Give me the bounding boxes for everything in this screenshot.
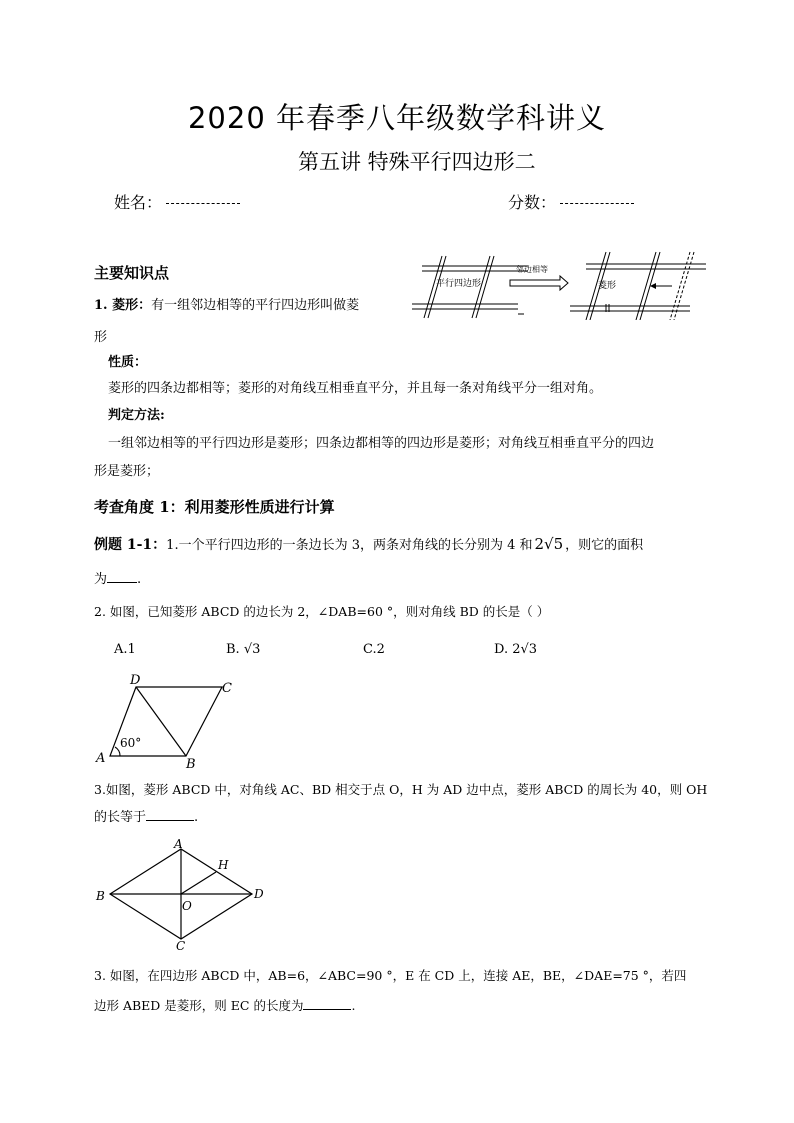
rhombus-definition bbox=[94, 296, 359, 316]
problem-1-text-b: ，则它的面积 bbox=[565, 538, 644, 553]
option-d[interactable]: D. 2√3 bbox=[494, 642, 538, 657]
problem-1-text-a: 1.一个平行四边形的一条边长为 3，两条对角线的长分别为 4 和 bbox=[166, 538, 533, 553]
problem-3-text-2b: . bbox=[194, 810, 199, 825]
answer-blank-1[interactable] bbox=[107, 570, 137, 583]
score-label: 分数： bbox=[508, 193, 557, 212]
problem-4-text-2a: 边形 ABED 是菱形，则 EC 的长度为 bbox=[94, 998, 304, 1013]
parallelogram-label: 平行四边形 bbox=[436, 279, 482, 289]
properties-text: 菱形的四条边都相等；菱形的对角线互相垂直平分，并且每一条对角线平分一组对角。 bbox=[108, 381, 603, 396]
vertex-b: B bbox=[96, 889, 105, 903]
problem-1-line-2 bbox=[94, 570, 141, 590]
point-o: O bbox=[182, 899, 192, 913]
judgement-label: 判定方法: bbox=[108, 408, 165, 423]
point-h: H bbox=[218, 858, 229, 872]
problem-1-text-c: 为 bbox=[94, 572, 108, 587]
problem-4-text-1: 3. 如图，在四边形 ABCD 中，AB=6，∠ABC=90 °，E 在 CD 上，连接 AE，BE，∠DAE=75 °，若四 bbox=[94, 968, 687, 983]
name-blank[interactable] bbox=[166, 203, 240, 204]
problem-4-line-2 bbox=[94, 996, 355, 1016]
vertex-a: A bbox=[174, 837, 183, 851]
vertex-c: C bbox=[176, 939, 186, 953]
knowledge-heading: 主要知识点 bbox=[94, 264, 170, 282]
page-title: 2020 年春季八年级数学科讲义 bbox=[187, 101, 607, 135]
sqrt-value: 2√5 bbox=[534, 535, 564, 553]
name-field[interactable] bbox=[114, 190, 240, 213]
vertex-c: C bbox=[222, 681, 232, 696]
example-label: 例题 1-1： bbox=[94, 537, 167, 553]
angle-label: 60° bbox=[120, 736, 142, 750]
problem-3-text-2a: 的长等于 bbox=[94, 810, 147, 825]
parallelogram-to-rhombus-figure bbox=[410, 242, 710, 320]
judgement-text-2: 形是菱形； bbox=[94, 464, 160, 479]
vertex-b: B bbox=[186, 757, 196, 770]
option-a[interactable]: A.1 bbox=[114, 642, 136, 657]
arrow-right-icon bbox=[510, 276, 568, 290]
problem-3-line-2 bbox=[94, 808, 198, 828]
answer-blank-4[interactable] bbox=[303, 997, 351, 1010]
definition-label: 1. 菱形： bbox=[94, 298, 152, 313]
arrow-label: 邻边相等 bbox=[516, 265, 548, 274]
rhombus-figure-2 bbox=[90, 836, 270, 954]
lecture-subtitle: 第五讲 特殊平行四边形二 bbox=[298, 150, 536, 174]
problem-1-text-d: . bbox=[137, 572, 142, 587]
judgement-text-1: 一组邻边相等的平行四边形是菱形；四条边都相等的四边形是菱形；对角线互相垂直平分的四边 bbox=[108, 436, 655, 451]
problem-4-text-2b: . bbox=[351, 998, 356, 1013]
problem-3-text-1: 3.如图，菱形 ABCD 中，对角线 AC、BD 相交于点 O，H 为 AD 边中点，菱形 ABCD 的周长为 40，则 OH bbox=[94, 782, 708, 797]
option-b[interactable]: B. √3 bbox=[226, 642, 261, 657]
rhombus-label: 菱形 bbox=[598, 281, 617, 291]
rhombus-figure-1 bbox=[88, 670, 248, 770]
problem-1 bbox=[94, 534, 643, 556]
answer-blank-3[interactable] bbox=[146, 808, 194, 821]
vertex-d: D bbox=[130, 673, 141, 688]
section-heading: 考查角度 1：利用菱形性质进行计算 bbox=[94, 498, 335, 516]
definition-text-1: 有一组邻边相等的平行四边形叫做菱 bbox=[151, 298, 360, 313]
definition-text-2: 形 bbox=[94, 330, 108, 345]
name-label: 姓名： bbox=[114, 193, 163, 212]
option-c[interactable]: C.2 bbox=[363, 642, 385, 657]
properties-label: 性质： bbox=[108, 355, 148, 370]
score-field[interactable] bbox=[508, 190, 634, 213]
problem-2-text: 2. 如图，已知菱形 ABCD 的边长为 2，∠DAB=60 °，则对角线 BD 的长是（ ） bbox=[94, 604, 550, 619]
vertex-d: D bbox=[254, 887, 264, 901]
score-blank[interactable] bbox=[560, 203, 634, 204]
vertex-a: A bbox=[96, 751, 106, 766]
